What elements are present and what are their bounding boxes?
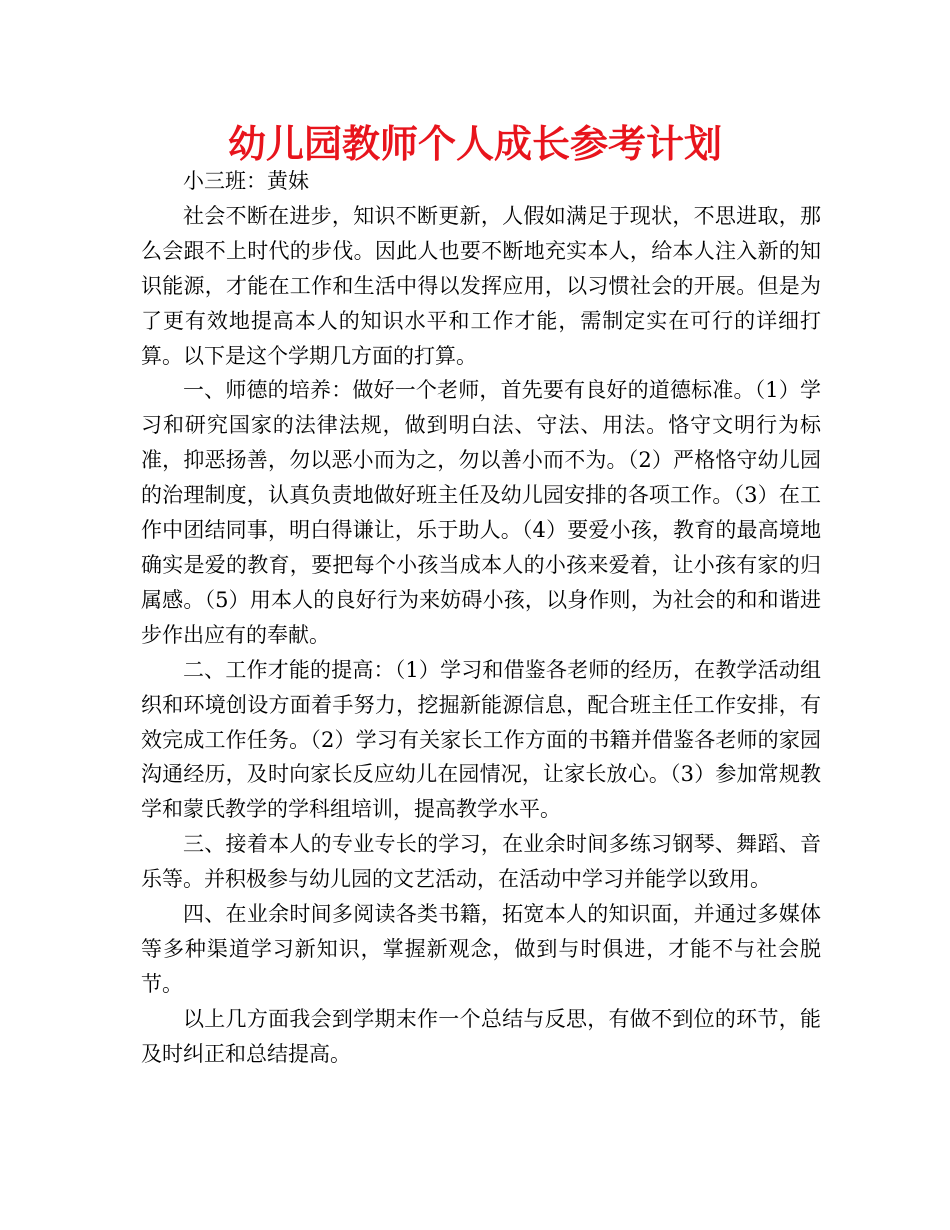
paragraph-ethics: 一、师德的培养：做好一个老师，首先要有良好的道德标准。（1）学习和研究国家的法律法规，做到明白法、守法、用法。恪守文明行为标准，抑恶扬善，勿以恶小而为之，勿以善小而不为。（2）严格恪守幼儿园的治理制度，认真负责地做好班主任及幼儿园安排的各项工作。（3）在工作中团结同事，明白得谦让，乐于助人。（4）要爱小孩，教育的最高境地确实是爱的教育，要把每个小孩当成本人的小孩来爱着，让小孩有家的归属感。（5）用本人的良好行为来妨碍小孩，以身作则，为社会的和和谐进步作出应有的奉献。 xyxy=(141,378,821,647)
paragraph-reading: 四、在业余时间多阅读各类书籍，拓宽本人的知识面，并通过多媒体等多种渠道学习新知识，掌握新观念，做到与时俱进，才能不与社会脱节。 xyxy=(141,902,821,996)
document-body xyxy=(141,164,821,1072)
author-line: 小三班：黄妹 xyxy=(183,169,309,193)
document-title: 幼儿园教师个人成长参考计划 xyxy=(227,122,722,166)
paragraph-work-ability: 二、工作才能的提高：（1）学习和借鉴各老师的经历，在教学活动组织和环境创设方面着手努力，挖掘新能源信息，配合班主任工作安排，有效完成工作任务。（2）学习有关家长工作方面的书籍并借鉴各老师的家园沟通经历，及时向家长反应幼儿在园情况，让家长放心。（3）参加常规教学和蒙氏教学的学科组培训，提高教学水平。 xyxy=(141,657,821,822)
paragraph-specialty: 三、接着本人的专业专长的学习，在业余时间多练习钢琴、舞蹈、音乐等。并积极参与幼儿园的文艺活动，在活动中学习并能学以致用。 xyxy=(141,832,821,892)
paragraph-summary: 以上几方面我会到学期末作一个总结与反思，有做不到位的环节，能及时纠正和总结提高。 xyxy=(141,1006,821,1066)
paragraph-intro: 社会不断在进步，知识不断更新，人假如满足于现状，不思进取，那么会跟不上时代的步伐。因此人也要不断地充实本人，给本人注入新的知识能源，才能在工作和生活中得以发挥应用，以习惯社会的开展。但是为了更有效地提高本人的知识水平和工作才能，需制定实在可行的详细打算。以下是这个学期几方面的打算。 xyxy=(141,203,821,368)
